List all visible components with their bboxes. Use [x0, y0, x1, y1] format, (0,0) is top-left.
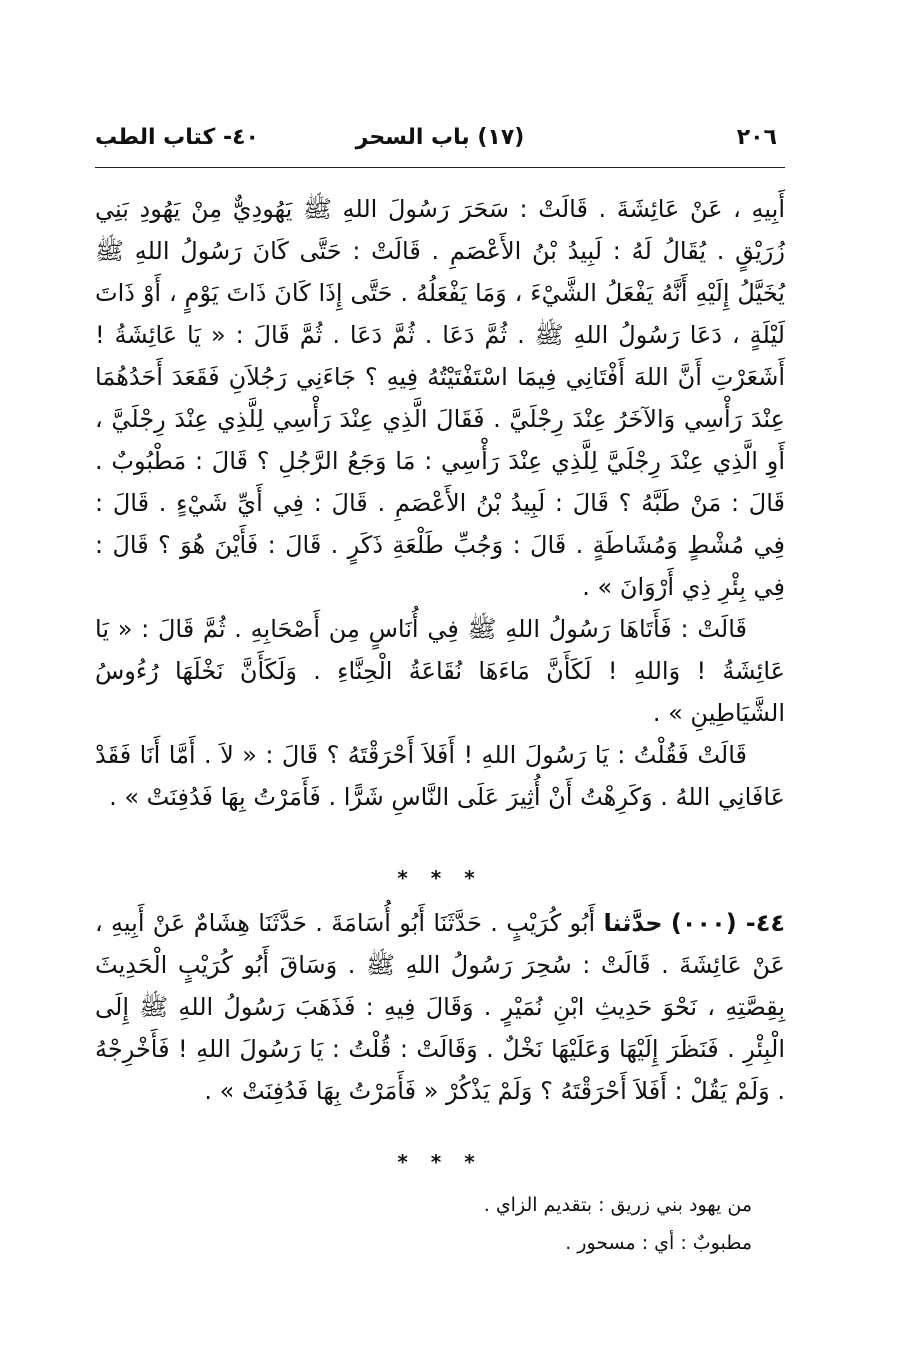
- running-header: [95, 125, 785, 165]
- hadith-44-text: [95, 902, 785, 1112]
- hadith-43-text: [95, 188, 785, 818]
- footnote-1: من يهود بني زريق : بتقديم الزاي .: [483, 1194, 752, 1216]
- separator-stars: * * *: [397, 866, 483, 890]
- hadith-number: ٤٤- (٠٠٠): [670, 909, 785, 937]
- paragraph-1: أَبِيهِ ، عَنْ عَائِشَةَ . قَالَتْ : سَحَرَ رَسُولَ اللهِ ﷺ يَهُودِيٌّ مِنْ يَهُودِ بَنِي زُرَيْقٍ . يُقَالُ لَهُ : لَبِيدُ بْنُ الأَعْصَمِ . قَالَتْ : حَتَّى كَانَ رَسُولُ اللهِ ﷺ يُخَيَّلُ إِلَيْهِ أَنَّهُ يَفْعَلُ الشَّيْءَ ، وَمَا يَفْعَلُهُ . حَتَّى إِذَا كَانَ ذَاتَ يَوْمٍ ، أَوْ ذَاتَ لَيْلَةٍ ، دَعَا رَسُولُ اللهِ ﷺ . ثُمَّ دَعَا . ثُمَّ دَعَا . ثُمَّ قَالَ : « يَا عَائِشَةُ ! أَشَعَرْتِ أَنَّ اللهَ أَفْتَانِي فِيمَا اسْتَفْتَيْتُهُ فِيهِ ؟ جَاءَنِي رَجُلاَنِ فَقَعَدَ أَحَدُهُمَا عِنْدَ رَأْسِي وَالآخَرُ عِنْدَ رِجْلَيَّ . فَقَالَ الَّذِي عِنْدَ رَأْسِي لِلَّذِي عِنْدَ رِجْلَيَّ ، أَوِ الَّذِي عِنْدَ رِجْلَيَّ لِلَّذِي عِنْدَ رَأْسِي : مَا وَجَعُ الرَّجُلِ ؟ قَالَ : مَطْبُوبٌ . قَالَ : مَنْ طَبَّهُ ؟ قَالَ : لَبِيدُ بْنُ الأَعْصَمِ . قَالَ : فِي أَيِّ شَيْءٍ . قَالَ : فِي مُشْطٍ وَمُشَاطَةٍ . قَالَ : وَجُبِّ طَلْعَةِ ذَكَرٍ . قَالَ : فَأَيْنَ هُوَ ؟ قَالَ : فِي بِئْرِ ذِي أَرْوَانَ » .: [95, 195, 785, 601]
- footnote-2: مطبوبٌ : أي : مسحور .: [565, 1232, 752, 1254]
- narration-opening: حدَّثنا: [603, 909, 663, 937]
- header-rule: [95, 167, 785, 168]
- book-title: ٤٠- كتاب الطب: [95, 125, 259, 150]
- section-title: (١٧) باب السحر: [355, 125, 525, 150]
- paragraph-3: قَالَتْ فَقُلْتُ : يَا رَسُولَ اللهِ ! أَفَلاَ أَحْرَقْتَهُ ؟ قَالَ : « لاَ . أَمَّا أَنَا فَقَدْ عَافَانِي اللهُ . وَكَرِهْتُ أَنْ أُثِيرَ عَلَى النَّاسِ شَرًّا . فَأَمَرْتُ بِهَا فَدُفِنَتْ » .: [95, 741, 785, 811]
- page-number: ٢٠٦: [736, 125, 777, 150]
- paragraph-2: قَالَتْ : فَأَتَاهَا رَسُولُ اللهِ ﷺ فِي أُنَاسٍ مِن أَصْحَابِهِ . ثُمَّ قَالَ : « يَا عَائِشَةُ ! وَاللهِ ! لَكَأَنَّ مَاءَهَا نُقَاعَةُ الْحِنَّاءِ . وَلَكَأَنَّ نَخْلَهَا رُءُوسُ الشَّيَاطِينِ » .: [95, 615, 785, 727]
- hadith-44-paragraph: [95, 902, 785, 1112]
- hadith-44-body: أَبُو كُرَيْبٍ . حَدَّثَنَا أَبُو أُسَامَةَ . حَدَّثَنَا هِشَامٌ عَنْ أَبِيهِ ، عَنْ عَائِشَةَ . قَالَتْ : سُحِرَ رَسُولُ اللهِ ﷺ . وَسَاقَ أَبُو كُرَيْبٍ الْحَدِيثَ بِقِصَّتِهِ ، نَحْوَ حَدِيثِ ابْنِ نُمَيْرٍ . وَقَالَ فِيهِ : فَذَهَبَ رَسُولُ اللهِ ﷺ إِلَى الْبِئْرِ . فَنَظَرَ إِلَيْهَا وَعَلَيْهَا نَخْلٌ . وَقَالَتْ : قُلْتُ : يَا رَسُولَ اللهِ ! فَأَخْرِجْهُ . وَلَمْ يَقُلْ : أَفَلاَ أَحْرَقْتَهُ ؟ وَلَمْ يَذْكُرْ « فَأَمَرْتُ بِهَا فَدُفِنَتْ » .: [95, 909, 785, 1105]
- footnotes: [252, 1186, 752, 1262]
- separator-stars-2: * * *: [397, 1150, 483, 1174]
